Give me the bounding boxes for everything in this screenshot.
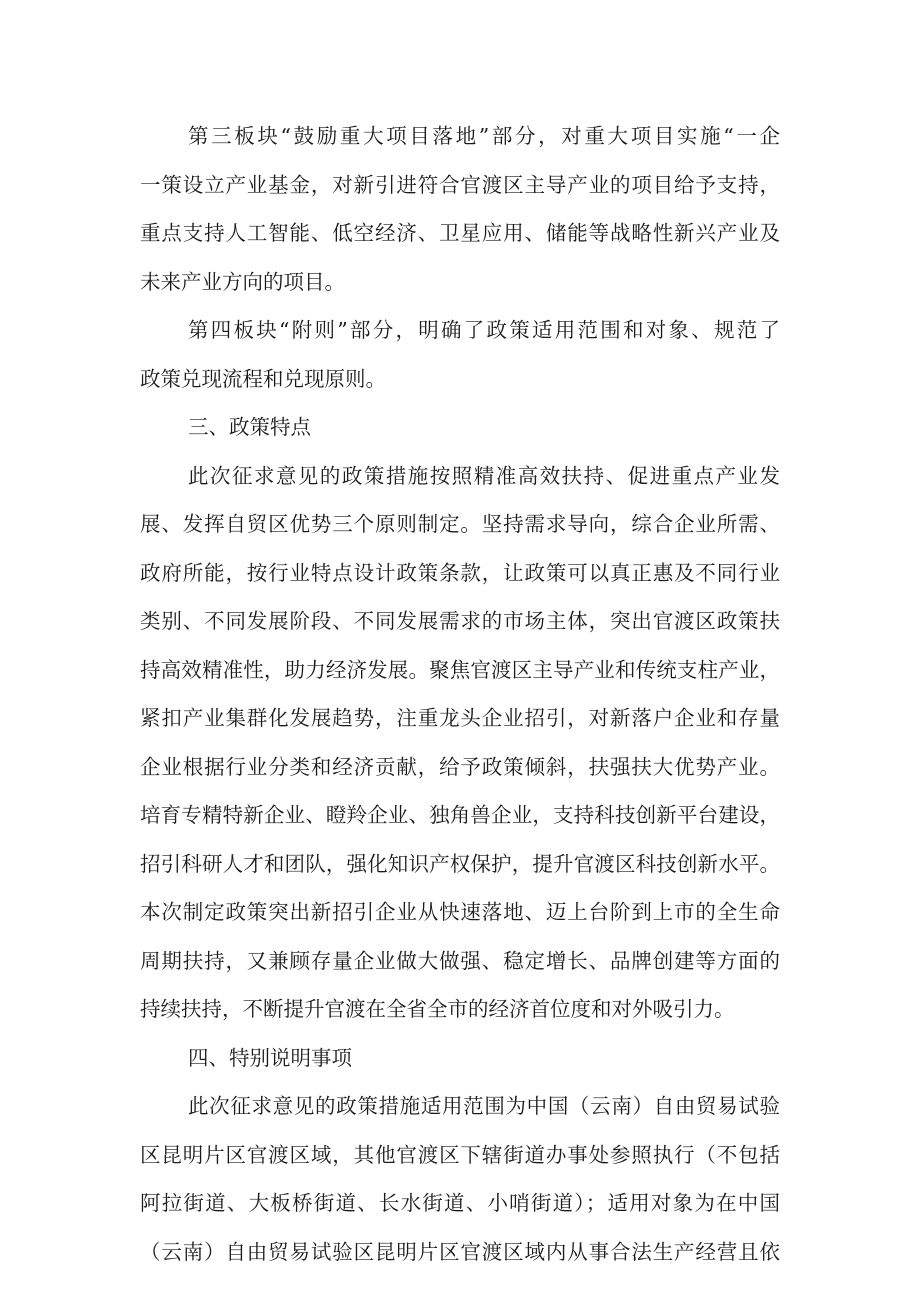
paragraph-line: 第四板块“附则”部分，明确了政策适用范围和对象、规范了	[188, 318, 780, 342]
paragraph-line: 展、发挥自贸区优势三个原则制定。坚持需求导向，综合企业所需、	[140, 512, 780, 536]
paragraph-line: 区昆明片区官渡区域，其他官渡区下辖街道办事处参照执行（不包括	[140, 1142, 780, 1167]
paragraph-line: 紧扣产业集群化发展趋势，注重龙头企业招引，对新落户企业和存量	[140, 706, 780, 730]
paragraph-line: 类别、不同发展阶段、不同发展需求的市场主体，突出官渡区政策扶	[140, 609, 780, 633]
section-heading-policy-features	[140, 403, 780, 452]
document-page	[140, 112, 780, 1276]
section-heading-special-notes	[140, 1034, 780, 1083]
paragraph-line: 第三板块“鼓励重大项目落地”部分，对重大项目实施“一企	[188, 124, 780, 148]
paragraph-line: 阿拉街道、大板桥街道、长水街道、小哨街道）；适用对象为在中国	[140, 1191, 780, 1215]
paragraph-block-3	[140, 112, 780, 306]
paragraph-line: 一策设立产业基金，对新引进符合官渡区主导产业的项目给予支持，	[140, 172, 780, 197]
paragraph-line: 此次征求意见的政策措施按照精准高效扶持、促进重点产业发	[188, 463, 780, 488]
paragraph-line: 重点支持人工智能、低空经济、卫星应用、储能等战略性新兴产业及	[140, 221, 780, 245]
paragraph-line: 此次征求意见的政策措施适用范围为中国（云南）自由贸易试验	[188, 1094, 780, 1118]
paragraph-line: 本次制定政策突出新招引企业从快速落地、迈上台阶到上市的全生命	[140, 900, 780, 924]
paragraph-line: 未来产业方向的项目。	[140, 269, 345, 294]
paragraph-line: 企业根据行业分类和经济贡献，给予政策倾斜，扶强扶大优势产业。	[140, 754, 780, 779]
paragraph-line: 政策兑现流程和兑现原则。	[140, 366, 386, 391]
paragraph-line: 持续扶持，不断提升官渡在全省全市的经济首位度和对外吸引力。	[140, 997, 735, 1021]
paragraph-block-4	[140, 306, 780, 403]
paragraph-line: 培育专精特新企业、瞪羚企业、独角兽企业，支持科技创新平台建设，	[140, 803, 780, 827]
paragraph-line: 持高效精准性，助力经济发展。聚焦官渡区主导产业和传统支柱产业，	[140, 657, 780, 682]
heading-line: 三、政策特点	[188, 415, 311, 439]
paragraph-line: 周期扶持，又兼顾存量企业做大做强、稳定增长、品牌创建等方面的	[140, 948, 780, 973]
paragraph-line: 招引科研人才和团队，强化知识产权保护，提升官渡区科技创新水平。	[140, 851, 780, 876]
paragraph-line: （云南）自由贸易试验区昆明片区官渡区域内从事合法生产经营且依	[140, 1239, 780, 1264]
paragraph-line: 政府所能，按行业特点设计政策条款，让政策可以真正惠及不同行业	[140, 560, 780, 585]
paragraph-policy-features	[140, 452, 780, 1034]
heading-line: 四、特别说明事项	[188, 1045, 352, 1070]
paragraph-special-notes	[140, 1082, 780, 1276]
